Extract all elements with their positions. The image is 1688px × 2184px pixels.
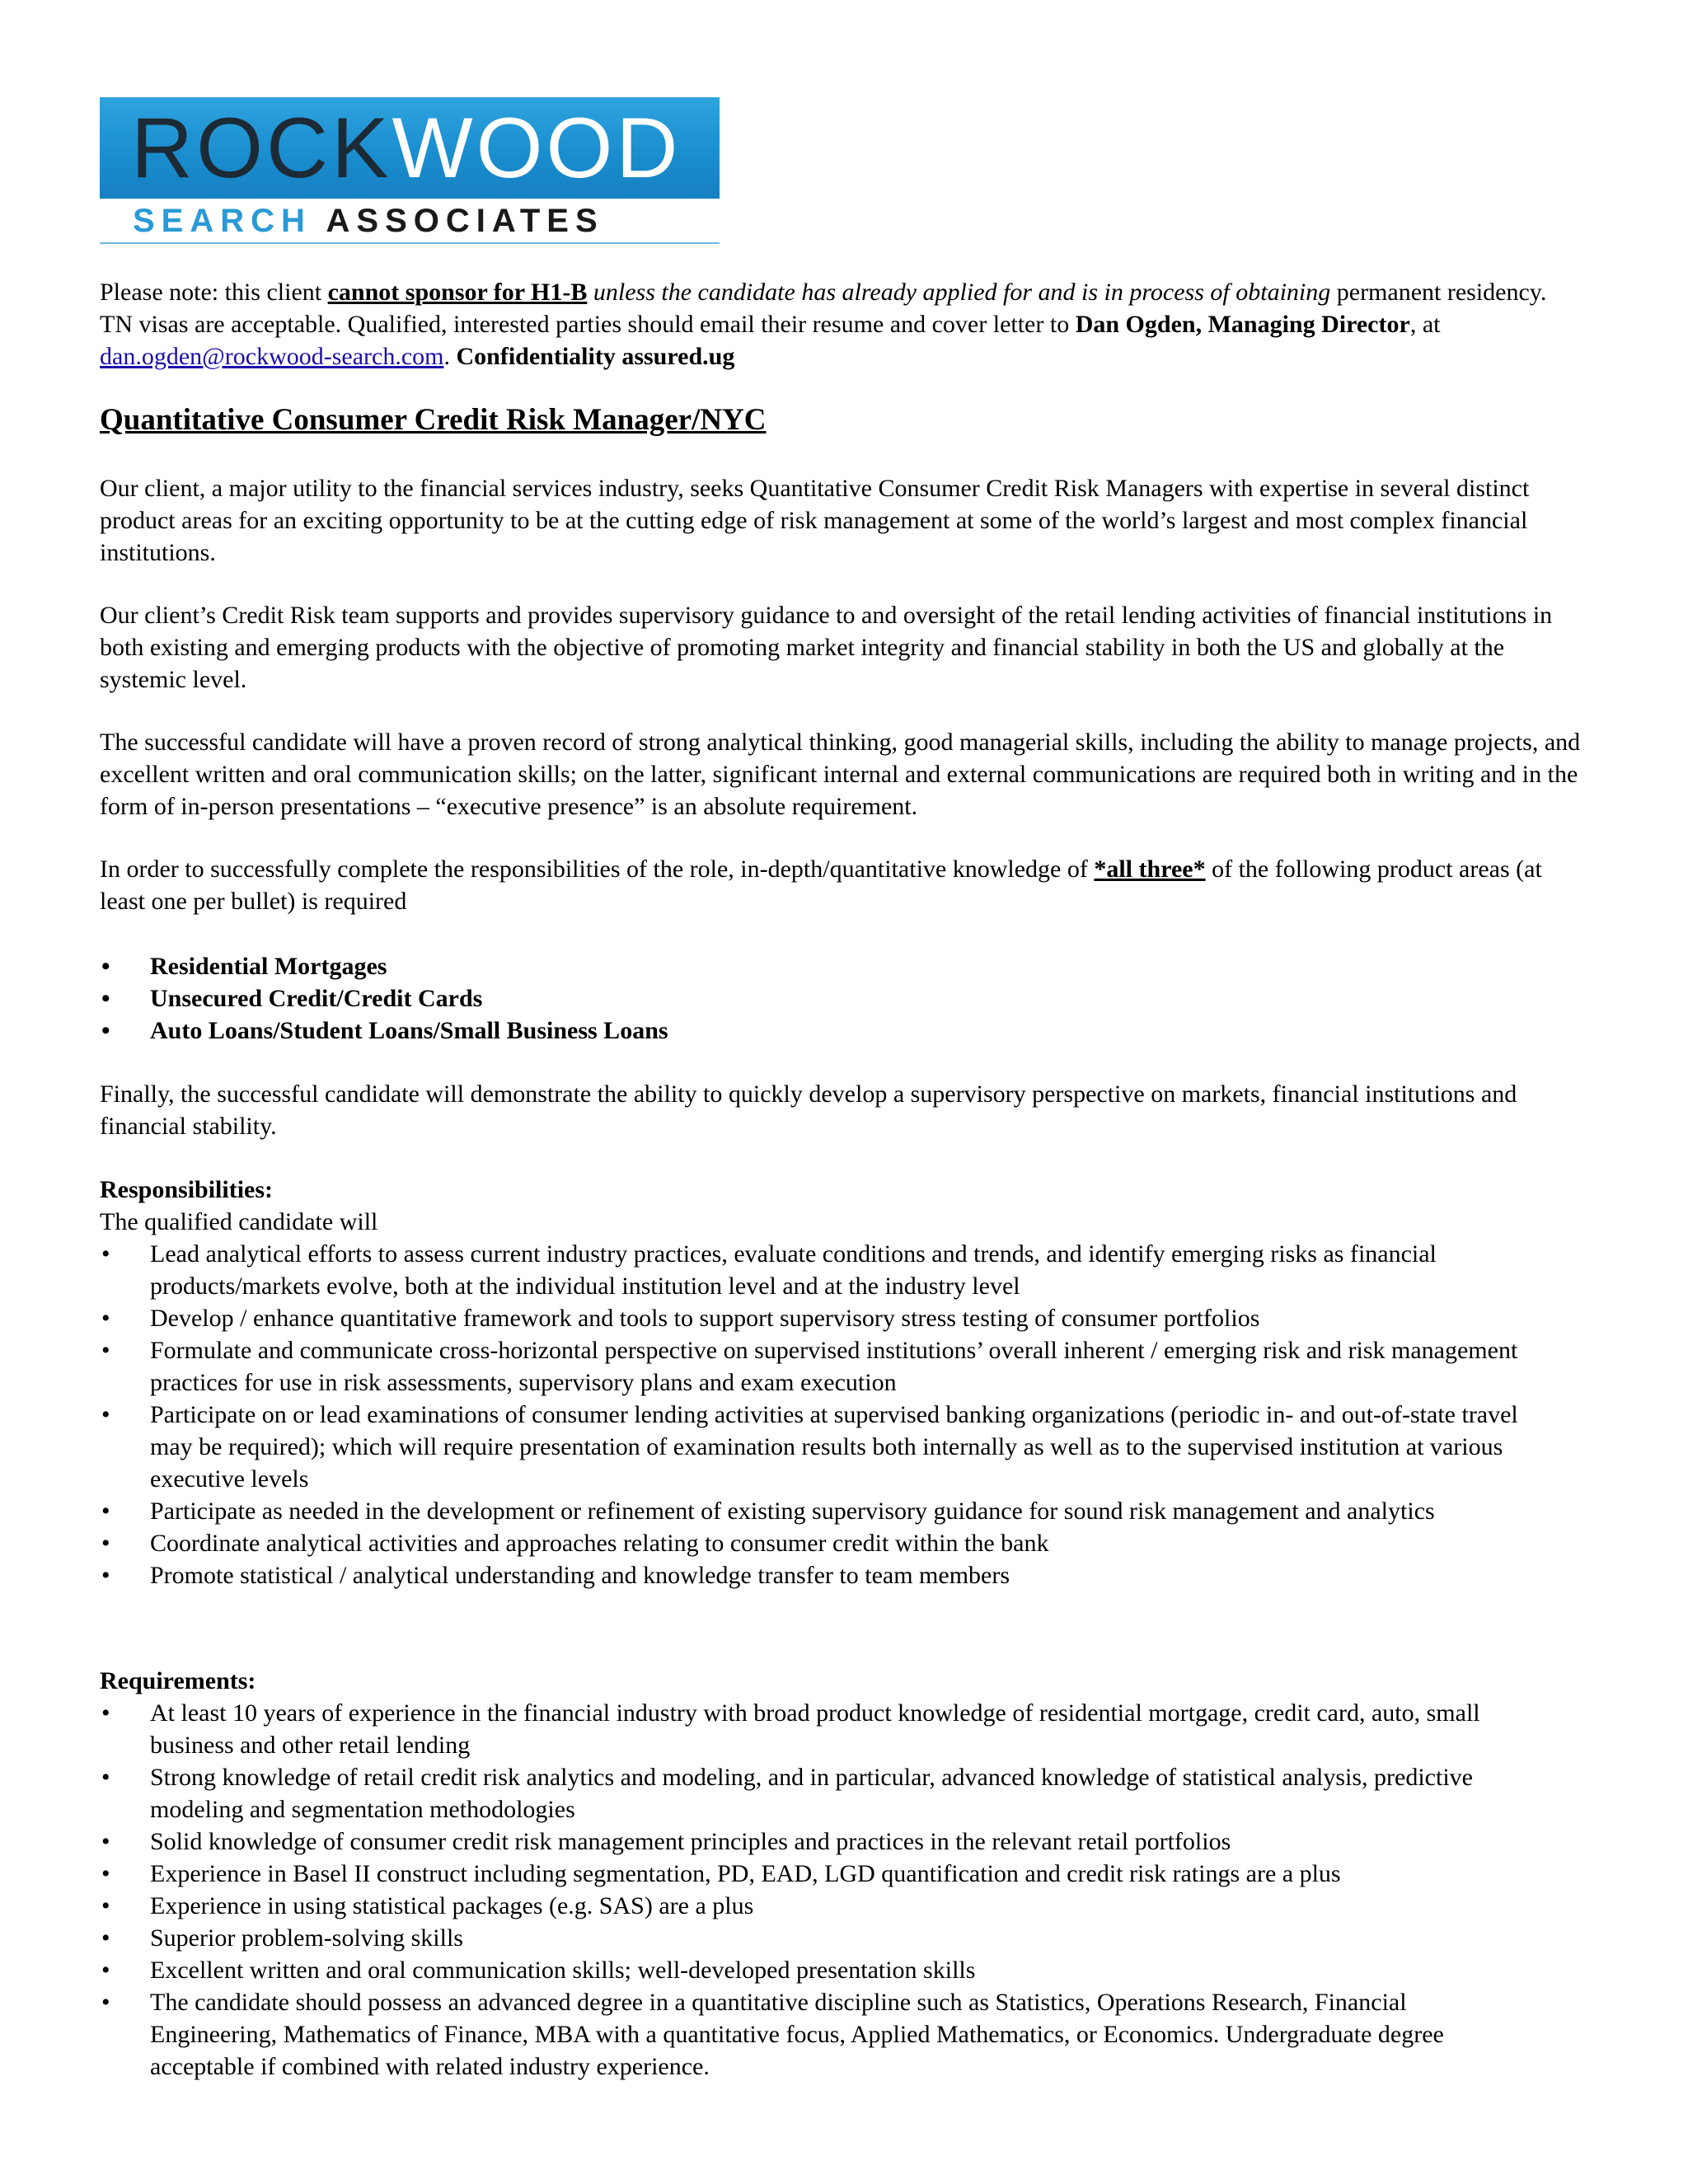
item-text: Coordinate analytical activities and approaches relating to consumer credit within the bank (150, 1530, 1049, 1557)
item-text: At least 10 years of experience in the financial industry with broad product knowledge of residential mortgage, credit card, auto, small business and other retail lending (150, 1699, 1480, 1759)
list-item (100, 1399, 1534, 1495)
sponsorship-note (100, 276, 1583, 373)
responsibilities-section (100, 1174, 1583, 1591)
item-text: Experience in Basel II construct including segmentation, PD, EAD, LGD quantification and credit risk ratings are a plus (150, 1860, 1341, 1887)
item-text: Experience in using statistical packages (e.g. SAS) are a plus (150, 1892, 754, 1919)
list-item (100, 1954, 1534, 1986)
logo-divider (100, 242, 720, 244)
requirements-list (100, 1697, 1534, 2083)
p4-text-1: In order to successfully complete the responsibilities of the role, in-depth/quantitative knowledge of (100, 855, 1095, 883)
item-text: Develop / enhance quantitative framework and tools to support supervisory stress testing of consumer portfolios (150, 1305, 1260, 1332)
paragraph-candidate: The successful candidate will have a proven record of strong analytical thinking, good managerial skills, including the ability to manage projects, and excellent written and oral communication skills; on the latter, significant internal and external communications are required both in writing and in the form of in-person presentations – “executive presence” is an absolute requirement. (100, 729, 1581, 820)
item-text: Strong knowledge of retail credit risk analytics and modeling, and in particular, advanced knowledge of statistical analysis, predictive modeling and segmentation methodologies (150, 1764, 1473, 1823)
note-no-sponsor: cannot sponsor for H1-B (327, 279, 588, 306)
responsibilities-intro: The qualified candidate will (100, 1208, 378, 1235)
note-text-2: permanent residency. TN visas are acceptable. Qualified, interested parties should email their resume and cover letter to (100, 279, 1547, 338)
product-label: Residential Mortgages (150, 953, 387, 980)
item-text: Formulate and communicate cross-horizontal perspective on supervised institutions’ overall inherent / emerging risk and risk management practices for use in risk assessments, supervisory plans and exam execution (150, 1337, 1518, 1396)
paragraph-product-areas (100, 853, 1583, 917)
list-item (100, 1761, 1534, 1825)
list-item (100, 1527, 1534, 1559)
item-text: Superior problem-solving skills (150, 1924, 463, 1952)
item-text: Participate as needed in the development or refinement of existing supervisory guidance for sound risk management and analytics (150, 1497, 1435, 1525)
rockwood-logo (100, 97, 720, 244)
list-item (100, 950, 1534, 982)
p4-text-2: of the following product areas (at least one per bullet) is required (100, 855, 1542, 915)
list-item (100, 1302, 1534, 1334)
note-text-4: . (443, 343, 457, 370)
paragraph-finally: Finally, the successful candidate will demonstrate the ability to quickly develop a supervisory perspective on markets, financial institutions and financial stability. (100, 1080, 1517, 1140)
item-text: Promote statistical / analytical understanding and knowledge transfer to team members (150, 1562, 1010, 1589)
job-title: Quantitative Consumer Credit Risk Manager/NYC (100, 403, 767, 437)
product-label: Unsecured Credit/Credit Cards (150, 985, 483, 1012)
item-text: Excellent written and oral communication skills; well-developed presentation skills (150, 1957, 976, 1984)
requirements-section (100, 1665, 1583, 2083)
paragraph-intro: Our client, a major utility to the financial services industry, seeks Quantitative Consumer Credit Risk Managers with expertise in several distinct product areas for an exciting opportunity to be at the cutting edge of risk management at some of the world’s largest and most complex financial institutions. (100, 475, 1530, 566)
note-confidentiality: Confidentiality assured.ug (456, 343, 735, 370)
logo-sub-associates: ASSOCIATES (326, 203, 604, 239)
list-item (100, 1922, 1534, 1954)
product-label: Auto Loans/Student Loans/Small Business Loans (150, 1017, 668, 1044)
responsibilities-heading: Responsibilities: (100, 1176, 274, 1203)
requirements-heading: Requirements: (100, 1667, 256, 1694)
logo-band (100, 97, 720, 199)
note-text-3: , at (1409, 311, 1441, 338)
p4-all-three: *all three* (1094, 855, 1206, 883)
logo-wordmark (131, 101, 708, 196)
note-italic: unless the candidate has already applied for and is in process of obtaining (587, 279, 1331, 306)
list-item (100, 1697, 1534, 1761)
list-item (100, 1559, 1534, 1591)
paragraph-team: Our client’s Credit Risk team supports and provides supervisory guidance to and oversight of the retail lending activities of financial institutions in both existing and emerging products with the objective of promoting market integrity and financial stability in both the US and globally at the systemic level. (100, 602, 1553, 693)
list-item (100, 1495, 1534, 1527)
logo-word-wood: WOOD (392, 101, 682, 196)
item-text: Solid knowledge of consumer credit risk management principles and practices in the relevant retail portfolios (150, 1828, 1231, 1855)
responsibilities-list (100, 1238, 1534, 1591)
note-contact-name: Dan Ogden, Managing Director (1075, 311, 1410, 338)
product-list (100, 950, 1534, 1047)
list-item (100, 1015, 1534, 1047)
item-text: Lead analytical efforts to assess current industry practices, evaluate conditions and trends, and identify emerging risks as financial products/markets evolve, both at the individual institution level and at the industry level (150, 1240, 1437, 1300)
item-text: The candidate should possess an advanced degree in a quantitative discipline such as Statistics, Operations Research, Financial Engineering, Mathematics of Finance, MBA with a quantitative focus, Applied Mathematics, or Economics. Undergraduate degree acceptable if combined with related industry experience. (150, 1989, 1444, 2080)
list-item (100, 1858, 1534, 1890)
list-item (100, 1238, 1534, 1302)
list-item (100, 982, 1534, 1015)
logo-subtitle (100, 199, 720, 244)
list-item (100, 1334, 1534, 1399)
list-item (100, 1825, 1534, 1858)
list-item (100, 1986, 1534, 2083)
logo-word-rock: ROCK (131, 101, 392, 196)
note-text-1: Please note: this client (100, 279, 328, 306)
item-text: Participate on or lead examinations of consumer lending activities at supervised banking organizations (periodic in- and out-of-state travel may be required); which will require presentation of examination results both internally as well as to the supervised institution at various executive levels (150, 1401, 1518, 1493)
email-link[interactable]: dan.ogden@rockwood-search.com (100, 343, 444, 370)
logo-sub-search: SEARCH (133, 203, 312, 239)
list-item (100, 1890, 1534, 1922)
